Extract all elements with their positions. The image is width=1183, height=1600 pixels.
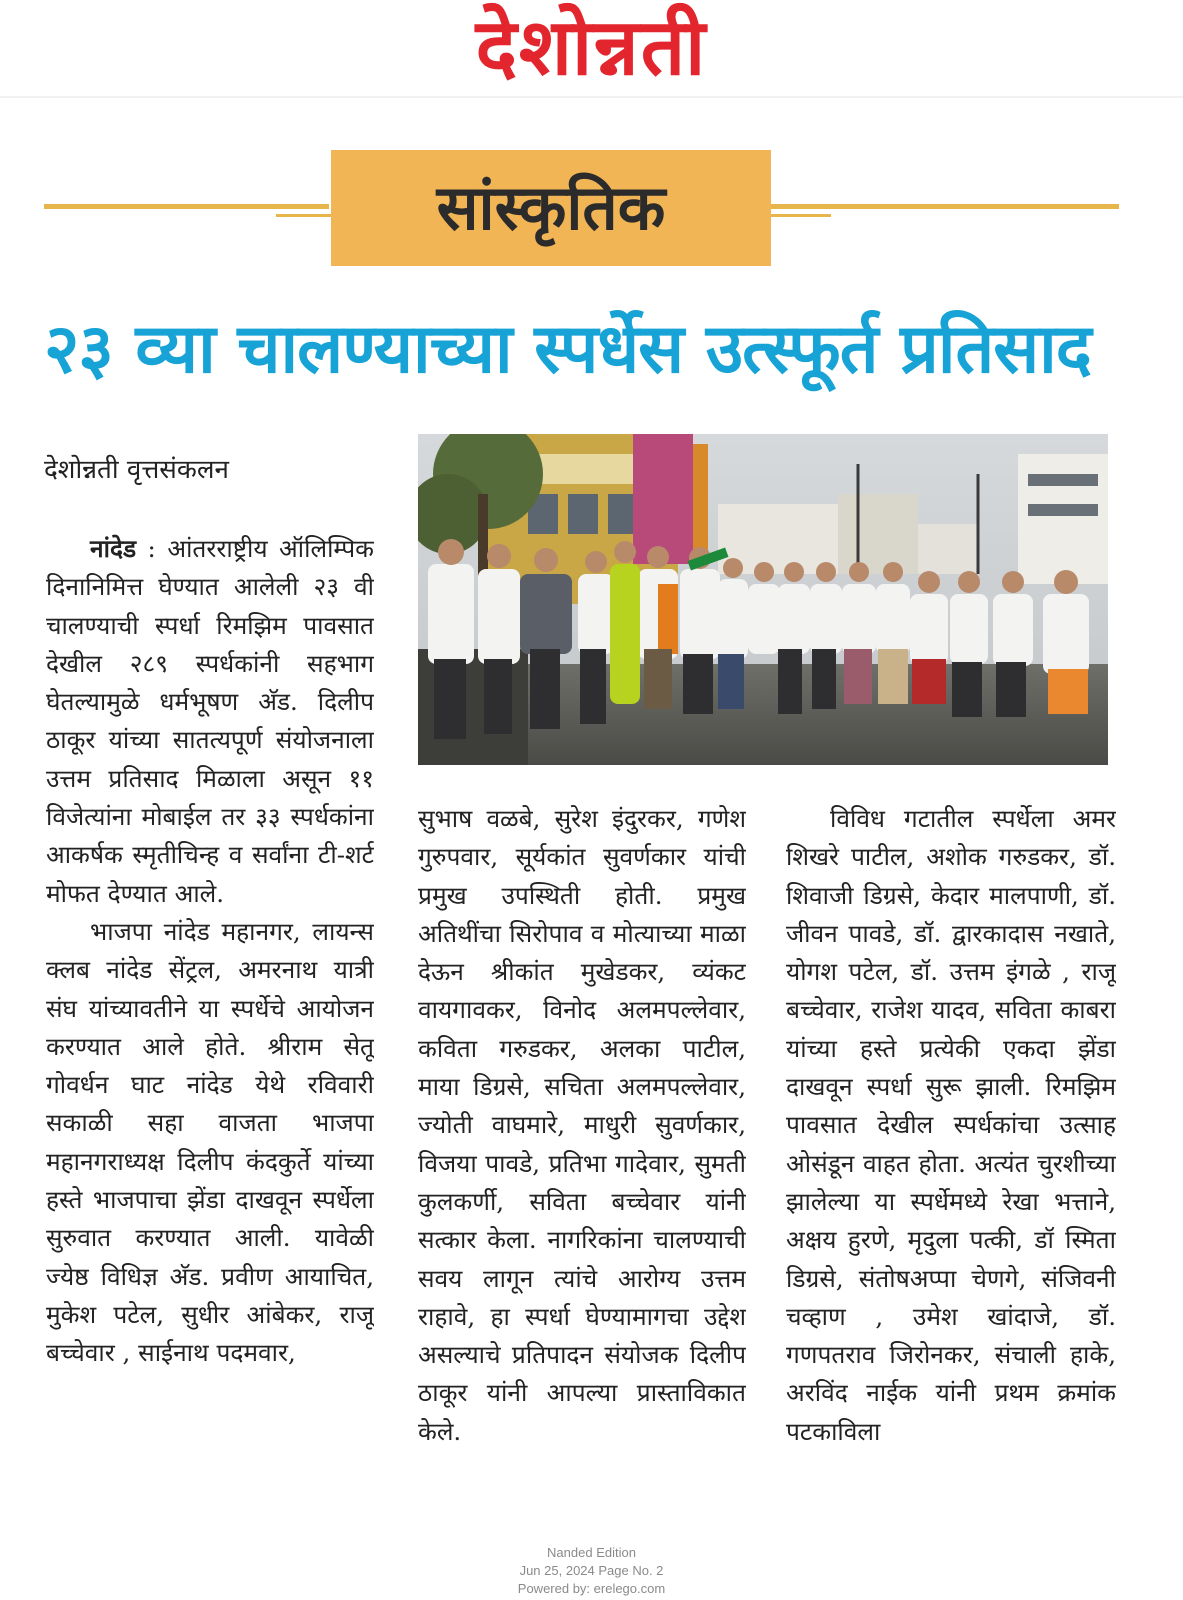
newspaper-logo: देशोन्नती	[475, 3, 708, 93]
article-paragraph: भाजपा नांदेड महानगर, लायन्स क्लब नांदेड सेंट्रल, अमरनाथ यात्री संघ यांच्यावतीने या स्पर्धेचे आयोजन करण्यात आले होते. श्रीराम सेतू गोवर्धन घाट नांदेड येथे रविवारी सकाळी सहा वाजता भाजपा महानगराध्यक्ष दिलीप कंदकुर्ते यांच्या हस्ते भाजपाचा झेंडा दाखवून स्पर्धेला सुरुवात करण्यात आली. यावेळी ज्येष्ठ विधिज्ञ अ‍ॅड. प्रवीण आयाचित, मुकेश पटेल, सुधीर आंबेकर, राजू बच्चेवार , साईनाथ पदमवार,	[46, 916, 374, 1368]
article-column-2	[418, 800, 746, 1520]
powered-by: Powered by: erelego.com	[517, 1581, 666, 1596]
section-rule-left	[44, 204, 329, 209]
page-footer	[0, 1544, 1183, 1598]
news-photo	[418, 434, 1108, 765]
dateline: नांदेड	[90, 534, 137, 563]
section-rule-right-inner	[771, 214, 831, 217]
section-rule-left-inner	[276, 214, 331, 217]
article-column-1: नांदेड : आंतरराष्ट्रीय ऑलिम्पिक दिनानिमित्त घेण्यात आलेली २३ वी चालण्याची स्पर्धा रिमझिम पावसात देखील २८९ स्पर्धकांनी सहभाग घेतल्यामुळे धर्मभूषण अ‍ॅड. दिलीप ठाकूर यांच्या सातत्यपूर्ण संयोजनाला उत्तम प्रतिसाद मिळाला असून ११ विजेत्यांना मोबाईल तर ३३ स्पर्धकांना आकर्षक स्मृतीचिन्ह व सर्वांना टी-शर्ट मोफत देण्यात आले. भाजपा नांदेड महानगर, लायन्स क्लब नांदेड सेंट्रल, अमरनाथ यात्री संघ यांच्यावतीने या स्पर्धेचे आयोजन करण्यात आले होते. श्रीराम सेतू गोवर्धन घाट नांदेड येथे रविवारी सकाळी सहा वाजता भाजपा महानगराध्यक्ष दिलीप कंदकुर्ते यांच्या हस्ते भाजपाचा झेंडा दाखवून स्पर्धेला सुरुवात करण्यात आली. यावेळी ज्येष्ठ विधिज्ञ अ‍ॅड. प्रवीण आयाचित, मुकेश पटेल, सुधीर आंबेकर, राजू बच्चेवार , साईनाथ पदमवार,	[46, 530, 374, 1520]
section-label: सांस्कृतिक	[436, 171, 666, 244]
edition-date-page: Jun 25, 2024 Page No. 2	[519, 1563, 664, 1578]
article-paragraph: सुभाष वळबे, सुरेश इंदुरकर, गणेश गुरुपवार, सूर्यकांत सुवर्णकार यांची प्रमुख उपस्थिती होती. प्रमुख अतिथींचा सिरोपाव व मोत्याच्या माळा देऊन श्रीकांत मुखेडकर, व्यंकट वायगावकर, विनोद अलमपल्लेवार, कविता गरुडकर, अलका पाटील, माया डिग्रसे, सचिता अलमपल्लेवार, ज्योती वाघमारे, माधुरी सुवर्णकार, विजया पावडे, प्रतिभा गादेवार, सुमती कुलकर्णी, सविता बच्चेवार यांनी सत्कार केला. नागरिकांना चालण्याची सवय लागून त्यांचे आरोग्य उत्तम राहावे, हा स्पर्धा घेण्यामागचा उद्देश असल्याचे प्रतिपादन संयोजक दिलीप ठाकूर यांनी आपल्या प्रास्ताविकात केले.	[418, 804, 746, 1446]
masthead	[0, 0, 1183, 98]
section-banner	[331, 150, 771, 266]
article-column-3	[786, 800, 1116, 1520]
article-paragraph: विविध गटातील स्पर्धेला अमर शिखरे पाटील, अशोक गरुडकर, डॉ. शिवाजी डिग्रसे, केदार मालपाणी, डॉ. जीवन पावडे, डॉ. द्वारकादास नखाते, योगश पटेल, डॉ. उत्तम इंगळे , राजू बच्चेवार, राजेश यादव, सविता काबरा यांच्या हस्ते प्रत्येकी एकदा झेंडा दाखवून स्पर्धा सुरू झाली. रिमझिम पावसात देखील स्पर्धकांचा उत्साह ओसंडून वाहत होता. अत्यंत चुरशीच्या झालेल्या या स्पर्धेमध्ये रेखा भत्ताने, अक्षय हुरणे, मृदुला पत्की, डॉ स्मिता डिग्रसे, संतोषअप्पा चेणगे, संजिवनी चव्हाण , उमेश खांदाजे, डॉ. गणपतराव जिरोनकर, संचाली हाके, अरविंद नाईक यांनी प्रथम क्रमांक पटकाविला	[786, 804, 1116, 1446]
article-paragraph: आंतरराष्ट्रीय ऑलिम्पिक दिनानिमित्त घेण्यात आलेली २३ वी चालण्याची स्पर्धा रिमझिम पावसात देखील २८९ स्पर्धकांनी सहभाग घेतल्यामुळे धर्मभूषण अ‍ॅड. दिलीप ठाकूर यांच्या सातत्यपूर्ण संयोजनाला उत्तम प्रतिसाद मिळाला असून ११ विजेत्यांना मोबाईल तर ३३ स्पर्धकांना आकर्षक स्मृतीचिन्ह व सर्वांना टी-शर्ट मोफत देण्यात आले.	[46, 534, 374, 908]
headline: २३ व्या चालण्याच्या स्पर्धेस उत्स्फूर्त प्रतिसाद	[44, 310, 1091, 389]
group-photo-illustration	[418, 434, 1108, 765]
section-rule-right	[771, 204, 1119, 209]
byline: देशोन्नती वृत्तसंकलन	[44, 455, 229, 485]
edition-name: Nanded Edition	[547, 1545, 636, 1560]
